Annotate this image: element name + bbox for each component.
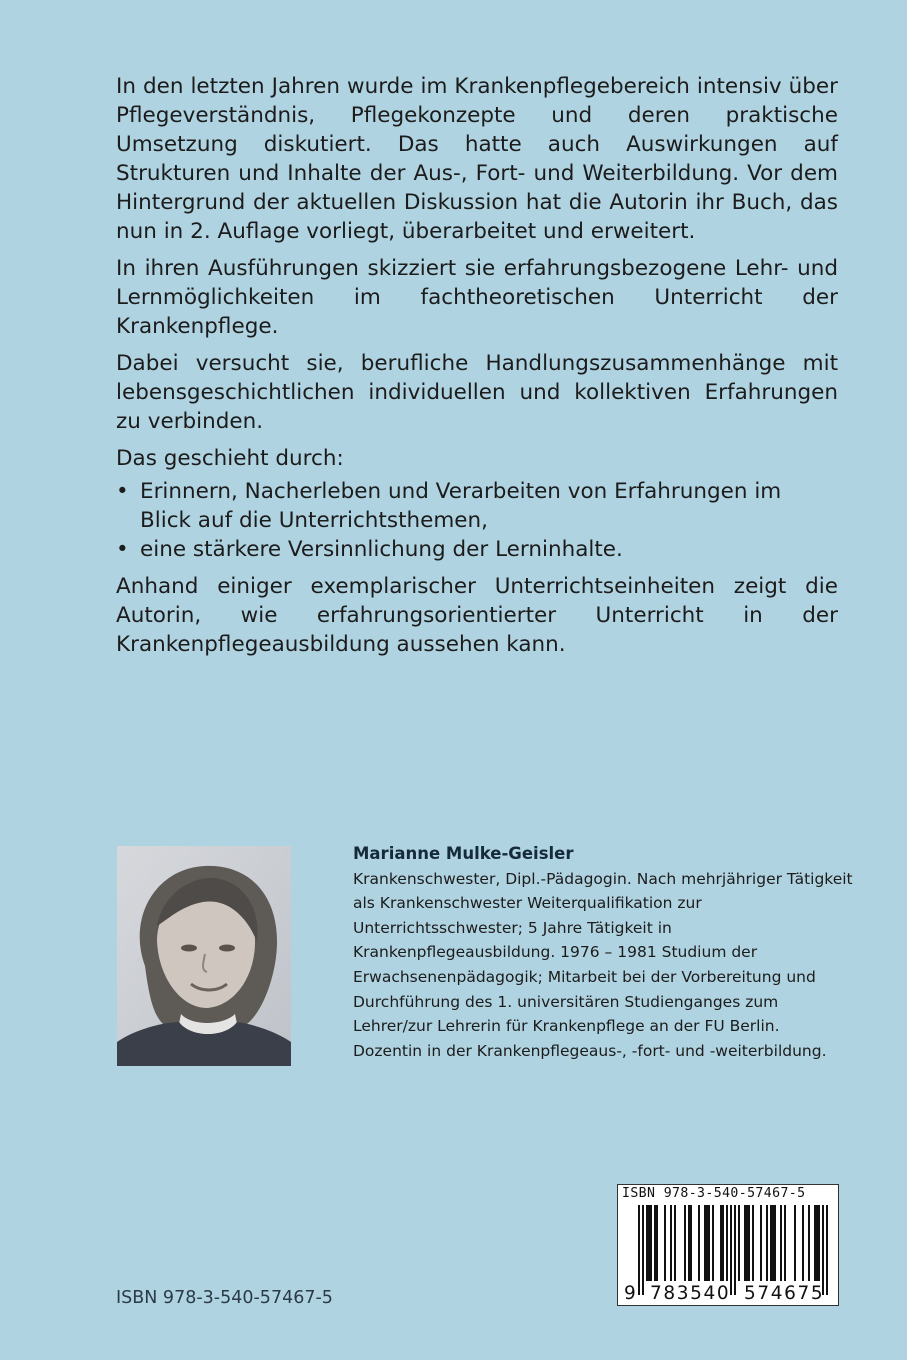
barcode-bar [726,1205,728,1281]
blurb-paragraph-5: Anhand einiger exemplarischer Unterrichtseinheiten zeigt die Autorin, wie erfahrungsorientierter Unterricht in der Krankenpflegeausbildung aussehen kann. [116,574,838,657]
barcode-bar [826,1205,828,1295]
barcode-bar [706,1205,708,1281]
author-photo [117,846,291,1066]
bullet-icon: • [116,479,129,504]
barcode-bar [712,1205,714,1281]
barcode-bar [744,1205,746,1281]
barcode-bar [738,1205,740,1281]
barcode-bar [684,1205,686,1281]
barcode-bar [720,1205,722,1281]
barcode-bar [760,1205,762,1281]
barcode-bar [708,1205,710,1281]
barcode-bar [646,1205,648,1281]
barcode-bar [772,1205,774,1281]
barcode-bar [746,1205,748,1281]
blurb-bullet-list [116,477,838,564]
list-item-text: Erinnern, Nacherleben und Verarbeiten von Erfahrungen im Blick auf die Unterrichtsthemen, [140,479,782,533]
barcode-bar [766,1205,768,1281]
barcode-bar [802,1205,804,1281]
list-item-text: eine stärkere Versinnlichung der Lerninhalte. [140,537,623,562]
author-bio [353,842,853,1063]
blurb-paragraph-3: Dabei versucht sie, berufliche Handlungszusammenhänge mit lebensgeschichtlichen individuellen und kollektiven Erfahrungen zu verbinden. [116,351,838,434]
barcode-bar [816,1205,818,1281]
barcode-bar [808,1205,810,1281]
barcode-bar [698,1205,700,1281]
barcode-bar [780,1205,782,1281]
barcode-bar [770,1205,772,1281]
isbn-barcode [617,1184,839,1306]
barcode-bar [674,1205,676,1281]
blurb-paragraph-1: In den letzten Jahren wurde im Krankenpflegebereich intensiv über Pflegeverständnis, Pflegekonzepte und deren praktische Umsetzung diskutiert. Das hatte auch Auswirkungen auf Strukturen und Inhalte der Aus-, Fort- und Weiterbildung. Vor dem Hintergrund der aktuellen Diskussion hat die Autorin ihr Buch, das nun in 2. Auflage vorliegt, überarbeitet und erweitert. [116,74,838,244]
barcode-bar [774,1205,776,1281]
barcode-bar [654,1205,656,1281]
blurb-paragraph-4: Das geschieht durch: [116,446,344,471]
barcode-bar [638,1205,640,1295]
barcode-bar [690,1205,692,1281]
barcode-bar [722,1205,724,1281]
barcode-bar [664,1205,666,1281]
back-cover-blurb [116,72,838,667]
barcode-bar [670,1205,672,1281]
barcode-bar [734,1205,736,1295]
barcode-bar [794,1205,796,1281]
barcode-bar [822,1205,824,1295]
barcode-bar [784,1205,786,1281]
barcode-bar [704,1205,706,1281]
barcode-isbn-label: ISBN 978-3-540-57467-5 [622,1186,806,1201]
barcode-digits-right: 574675 [744,1283,825,1304]
barcode-bar [688,1205,690,1281]
list-item [116,477,838,535]
barcode-bar [730,1205,732,1295]
blurb-paragraph-2: In ihren Ausführungen skizziert sie erfahrungsbezogene Lehr- und Lernmöglichkeiten im fachtheoretischen Unterricht der Krankenpflege. [116,256,838,339]
isbn-text: ISBN 978-3-540-57467-5 [116,1288,333,1308]
author-bio-text: Krankenschwester, Dipl.-Pädagogin. Nach mehrjähriger Tätigkeit als Krankenschwester Weiterqualifikation zur Unterrichtsschwester; 5 Jahre Tätigkeit in Krankenpflegeausbildung. 1976 – 1981 Studium der Erwachsenenpädagogik; Mitarbeit bei der Vorbereitung und Durchführung des 1. universitären Studienganges zum Lehrer/zur Lehrerin für Krankenpflege an der FU Berlin. Dozentin in der Krankenpflegeaus-, -fort- und -weiterbildung. [353,869,853,1060]
list-item [116,535,838,564]
barcode-bar [814,1205,816,1281]
barcode-bar [648,1205,650,1281]
barcode-bar [642,1205,644,1295]
barcode-bar [656,1205,658,1281]
barcode-digit-lead: 9 [624,1283,636,1304]
author-portrait-image [117,846,291,1066]
barcode-bar [818,1205,820,1281]
barcode-bar [748,1205,750,1281]
barcode-bar [650,1205,652,1281]
barcode-bar [752,1205,754,1281]
barcode-digits-left: 783540 [650,1283,731,1304]
bullet-icon: • [116,537,129,562]
author-name: Marianne Mulke-Geisler [353,844,574,863]
